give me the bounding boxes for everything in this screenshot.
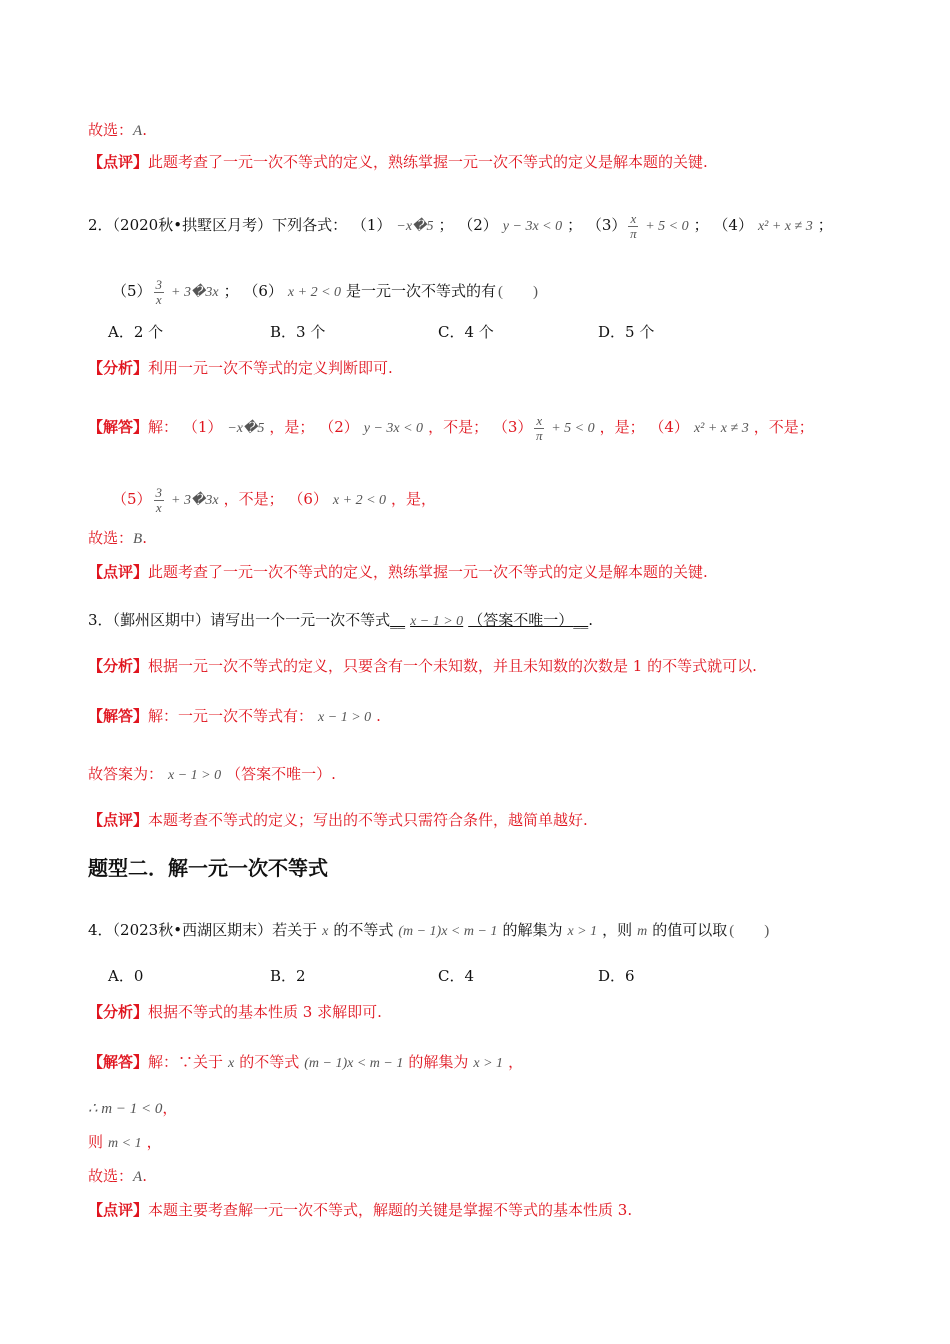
q2-item-5-fraction <box>154 278 165 307</box>
q3-answer-math: x − 1 > 0 <box>410 614 464 629</box>
q2-item-5-rest: + 3�3x <box>171 285 219 300</box>
sol-item-5-fraction <box>154 486 165 515</box>
q3-answer-blank[interactable]: __ x − 1 > 0 （答案不唯一）__ <box>390 611 589 629</box>
q4-options <box>108 966 635 986</box>
step2-label: 则 <box>88 1133 104 1151</box>
sol-item-1-math: −x�5 <box>227 421 265 436</box>
q4-step1-line <box>88 1098 177 1119</box>
step2-math: m < 1 <box>108 1136 142 1151</box>
q2-options <box>108 322 654 342</box>
q4-solution-line <box>88 1052 523 1074</box>
sol-item-5-rest: + 3�3x <box>171 493 219 508</box>
q4-step2-line <box>88 1132 162 1154</box>
q3-final-line <box>88 764 336 786</box>
solution-math: x − 1 > 0 <box>318 710 372 725</box>
q3-stem-line <box>88 610 593 632</box>
q3-solution-line: 【解答】解：一元一次不等式有： x − 1 > 0 . <box>88 707 381 725</box>
frac-numerator: 3 <box>155 484 163 500</box>
q4-stem-c: 的解集为 <box>502 921 563 939</box>
q2-source: （2020秋•拱墅区月考） <box>112 216 273 234</box>
q2-option-a[interactable]: A．2 个 <box>108 323 164 341</box>
solution-d: ， <box>508 1053 524 1071</box>
solution-tag: 【解答】 <box>88 1053 149 1071</box>
review-tag: 【点评】 <box>88 563 149 581</box>
solution-tag: 【解答】 <box>88 418 149 436</box>
q3-number: 3． <box>88 611 113 629</box>
frac-numerator: 3 <box>155 276 163 292</box>
q4-var-x: x <box>322 924 329 939</box>
q2-option-b[interactable]: B．3 个 <box>270 323 326 341</box>
sol-item-6-label: （6） <box>288 490 328 508</box>
q4-inequality: (m − 1)x < m − 1 <box>398 924 498 939</box>
q2-item-4-label: （4） <box>713 216 753 234</box>
q2-analysis-line <box>88 358 393 378</box>
solution-set: x > 1 <box>473 1056 504 1071</box>
q2-item-5-label: （5） <box>112 282 152 300</box>
analysis-text: 根据一元一次不等式的定义，只要含有一个未知数，并且未知数的次数是 1 的不等式就可以. <box>148 657 757 675</box>
step2-end: ， <box>146 1133 162 1151</box>
solution-inequality: (m − 1)x < m − 1 <box>304 1056 404 1071</box>
frac-numerator: x <box>536 412 543 428</box>
q4-stem-b: 的不等式 <box>333 921 394 939</box>
q4-stem-e: 的值可以取 <box>652 921 728 939</box>
sol-item-1-label: （1） <box>182 418 223 436</box>
review-text: 此题考查了一元一次不等式的定义，熟练掌握一元一次不等式的定义是解本题的关键. <box>148 153 708 171</box>
q3-review-line <box>88 810 588 830</box>
sol-item-1-verdict: ，是； <box>269 418 315 436</box>
q2-item-6-math: x + 2 < 0 <box>287 285 342 300</box>
step1-end: ， <box>162 1099 178 1117</box>
q2-item-1-math: −x�5 <box>396 219 434 234</box>
q2-item-3-rest: + 5 < 0 <box>645 219 689 234</box>
analysis-text: 根据不等式的基本性质 3 求解即可. <box>148 1003 382 1021</box>
q2-review-line <box>88 562 708 582</box>
final-note: （答案不唯一）. <box>226 765 336 783</box>
sol-item-4-math: x² + x ≠ 3 <box>693 421 749 436</box>
solution-c: 的解集为 <box>408 1053 469 1071</box>
q4-choice-line <box>88 1166 147 1187</box>
q4-option-b[interactable]: B．2 <box>270 967 306 985</box>
choice-label: 故选： <box>88 1167 134 1185</box>
choice-value: A <box>133 123 143 139</box>
q3-analysis-line <box>88 656 757 676</box>
analysis-tag: 【分析】 <box>88 657 149 675</box>
review-tag: 【点评】 <box>88 811 149 829</box>
q3-answer-note: （答案不唯一） <box>468 611 574 629</box>
q4-answer-paren: ( ) <box>729 923 770 939</box>
solution-text: 解：一元一次不等式有： <box>148 707 314 725</box>
q2-item-3-label: （3） <box>586 216 627 234</box>
frac-denominator: π <box>630 225 637 241</box>
q4-stem-a: 若关于 <box>272 921 318 939</box>
q3-end: . <box>588 611 593 629</box>
review-text: 本题考查不等式的定义；写出的不等式只需符合条件，越简单越好. <box>148 811 588 829</box>
q4-var-m: m <box>637 924 648 939</box>
q2-solution-line-2 <box>112 484 436 516</box>
choice-end: . <box>142 1167 147 1185</box>
sol-item-3-rest: + 5 < 0 <box>551 421 595 436</box>
sol-item-4-label: （4） <box>649 418 689 436</box>
final-math: x − 1 > 0 <box>168 768 222 783</box>
final-label: 故答案为： <box>88 765 164 783</box>
q2-stem: 下列各式： <box>272 216 348 234</box>
q1-review-line <box>88 152 708 172</box>
step1-math: ∴ m − 1 < 0 <box>88 1101 163 1117</box>
q1-choice-line: 故选：A. <box>88 121 147 139</box>
q2-stem-line-2: （5） $\frac{3}{x}$ + 3�3x ； （6） x + 2 < 0 是一元一次不等式的有 ( ) <box>112 276 539 307</box>
choice-label: 故选： <box>88 121 134 139</box>
sol-item-3-verdict: ，是； <box>599 418 645 436</box>
q2-tail: 是一元一次不等式的有 <box>346 282 497 300</box>
q2-stem-line: 2．（2020秋•拱墅区月考）下列各式： （1） −x�5 ； （2） y − 3x < 0 ； （3） $\frac{x}{\pi}$ + 5 < 0 ； （4） x² + x ≠ 3 ； <box>88 210 833 241</box>
q2-item-4-math: x² + x ≠ 3 <box>757 219 813 234</box>
sol-item-5-label: （5） <box>112 490 152 508</box>
q4-number: 4． <box>88 921 113 939</box>
solution-intro: 解： <box>148 418 179 436</box>
review-text: 此题考查了一元一次不等式的定义，熟练掌握一元一次不等式的定义是解本题的关键. <box>148 563 708 581</box>
sol-item-3-fraction <box>534 414 544 443</box>
q4-option-a[interactable]: A．0 <box>108 967 144 985</box>
sol-item-6-math: x + 2 < 0 <box>332 493 387 508</box>
q2-item-3-fraction <box>628 212 638 241</box>
analysis-text: 利用一元一次不等式的定义判断即可. <box>148 359 393 377</box>
q4-review-line <box>88 1200 632 1220</box>
sol-item-3-label: （3） <box>492 418 533 436</box>
sol-item-2-label: （2） <box>319 418 359 436</box>
solution-b: 的不等式 <box>239 1053 300 1071</box>
q2-option-d[interactable]: D．5 个 <box>598 323 655 341</box>
sol-item-2-verdict: ，不是； <box>428 418 489 436</box>
frac-denominator: x <box>155 291 162 307</box>
q2-number: 2． <box>88 216 113 234</box>
q2-item-2-math: y − 3x < 0 <box>502 219 563 234</box>
q3-source: （鄞州区期中） <box>112 611 211 629</box>
solution-var-x: x <box>228 1056 235 1071</box>
sol-item-4-verdict: ，不是； <box>753 418 814 436</box>
review-tag: 【点评】 <box>88 153 149 171</box>
q4-option-c[interactable]: C．4 <box>438 967 475 985</box>
q3-stem: 请写出一个一元一次不等式 <box>210 611 391 629</box>
review-text: 本题主要考查解一元一次不等式，解题的关键是掌握不等式的基本性质 3. <box>148 1201 633 1219</box>
sol-item-2-math: y − 3x < 0 <box>363 421 424 436</box>
frac-denominator: π <box>536 427 543 443</box>
frac-numerator: x <box>630 210 637 226</box>
analysis-tag: 【分析】 <box>88 359 149 377</box>
q4-stem-line <box>88 920 769 942</box>
q4-source: （2023秋•西湖区期末） <box>112 921 273 939</box>
section-title: 题型二．解一元一次不等式 <box>88 856 328 880</box>
q2-item-2-label: （2） <box>458 216 498 234</box>
q2-item-6-label: （6） <box>243 282 283 300</box>
q2-answer-paren: ( ) <box>498 284 539 300</box>
choice-label: 故选： <box>88 529 134 547</box>
solution-a: 解：∵关于 <box>148 1053 224 1071</box>
sol-item-6-verdict: ，是， <box>391 490 437 508</box>
q2-item-1-label: （1） <box>351 216 392 234</box>
sol-item-5-verdict: ，不是； <box>223 490 284 508</box>
q2-choice-line: 故选：B. <box>88 529 147 547</box>
q4-stem-d: ，则 <box>602 921 633 939</box>
solution-tag: 【解答】 <box>88 707 149 725</box>
frac-denominator: x <box>155 499 162 515</box>
q4-analysis-line <box>88 1002 382 1022</box>
q2-option-c[interactable]: C．4 个 <box>438 323 494 341</box>
analysis-tag: 【分析】 <box>88 1003 149 1021</box>
choice-value: B <box>133 531 143 547</box>
q2-solution-line-1 <box>88 412 814 444</box>
q4-option-d[interactable]: D．6 <box>598 967 635 985</box>
q4-solution-set: x > 1 <box>567 924 598 939</box>
review-tag: 【点评】 <box>88 1201 149 1219</box>
choice-value: A <box>133 1169 143 1185</box>
